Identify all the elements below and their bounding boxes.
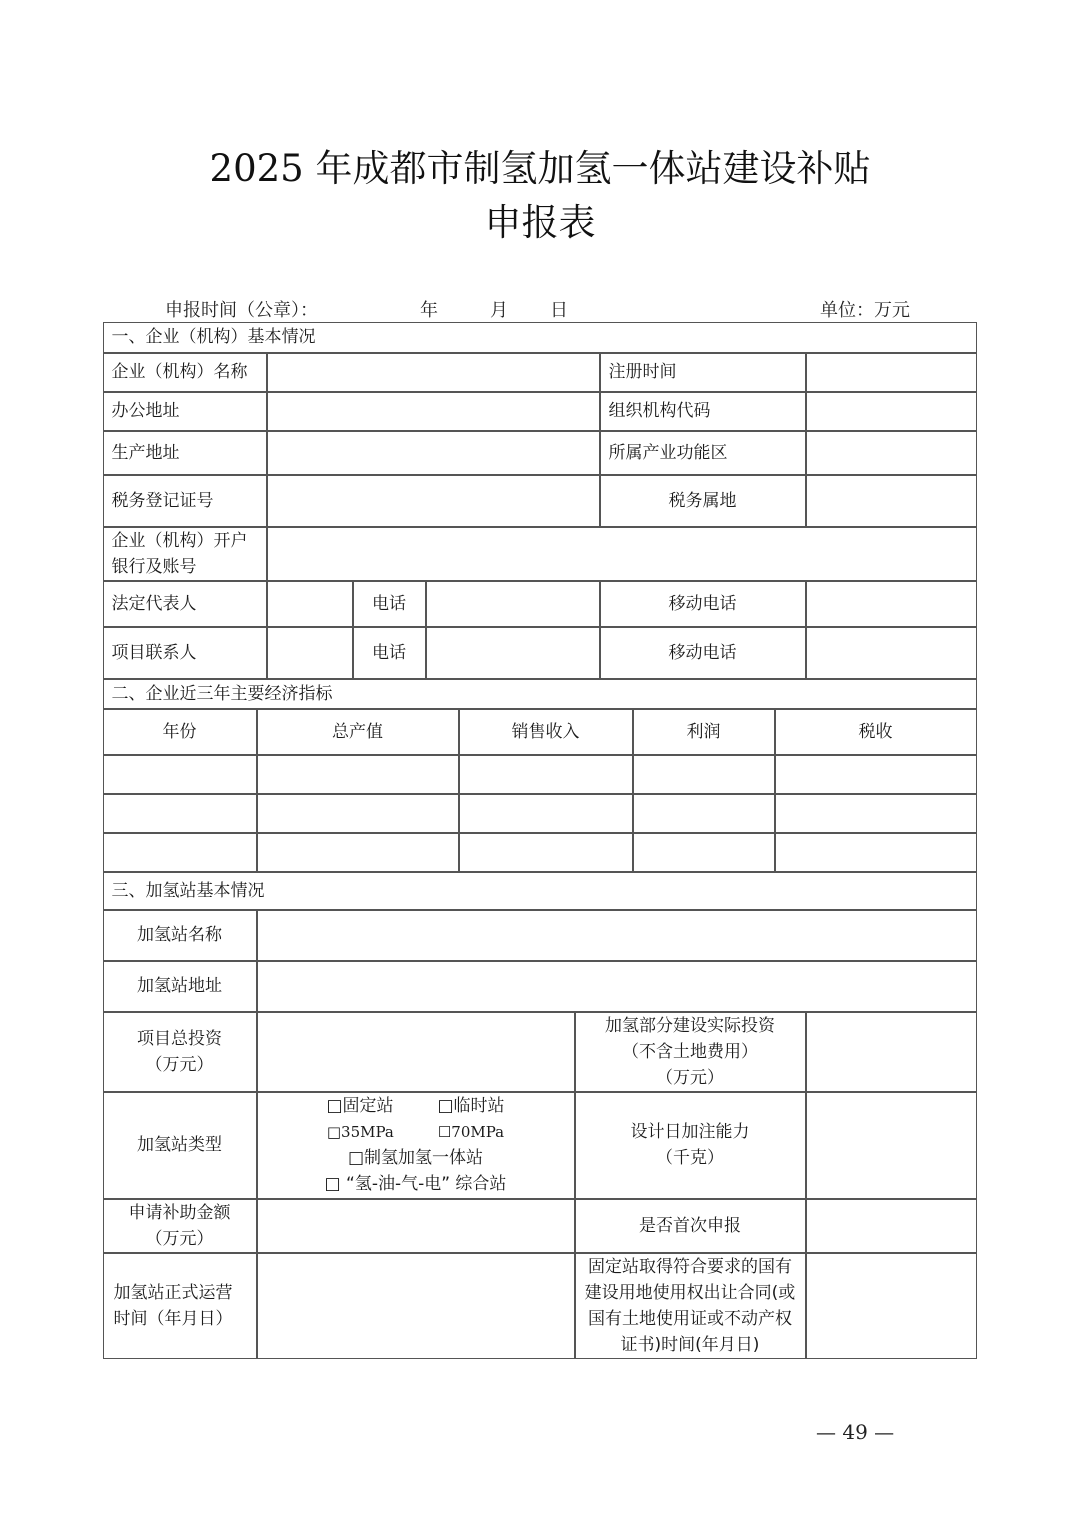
contact-mobile-label: 移动电话 (600, 627, 806, 679)
legal-rep-mobile-field[interactable] (806, 581, 977, 627)
tax-place-label: 税务属地 (600, 475, 806, 527)
tax-place-field[interactable] (806, 475, 977, 527)
bank-label: 企业（机构）开户银行及账号 (103, 527, 267, 581)
legal-rep-phone-label: 电话 (353, 581, 426, 627)
org-code-label: 组织机构代码 (600, 392, 806, 431)
option-35mpa[interactable]: □35MPa (326, 1123, 394, 1141)
capacity-label: 设计日加注能力 (630, 1122, 750, 1142)
section2-heading: 二、企业近三年主要经济指标 (103, 679, 977, 709)
zone-label: 所属产业功能区 (600, 431, 806, 475)
page-number: — 49 — (816, 1420, 895, 1444)
reg-time-field[interactable] (806, 353, 977, 392)
year-label: 年 (420, 300, 438, 321)
day-label: 日 (550, 300, 568, 321)
tax-no-field[interactable] (267, 475, 600, 527)
table-cell[interactable] (103, 833, 257, 872)
operate-time-field[interactable] (257, 1253, 575, 1359)
table-cell[interactable] (775, 794, 977, 833)
zone-field[interactable] (806, 431, 977, 475)
station-type-label: 加氢站类型 (103, 1092, 257, 1199)
capacity-field[interactable] (806, 1092, 977, 1199)
subsidy-label: 申请补助金额 (128, 1202, 231, 1223)
contact-phone-field[interactable] (426, 627, 600, 679)
prod-addr-label: 生产地址 (103, 431, 267, 475)
col-tax: 税收 (775, 709, 977, 755)
org-code-field[interactable] (806, 392, 977, 431)
capacity-label-cell (575, 1092, 806, 1199)
legal-rep-label: 法定代表人 (103, 581, 267, 627)
land-time-label: 固定站取得符合要求的国有建设用地使用权出让合同(或国有土地使用证或不动产权证书)时间(年月日) (575, 1253, 806, 1359)
station-addr-label: 加氢站地址 (103, 961, 257, 1012)
option-combined-station[interactable]: □ “氢-油-气-电” 综合站 (324, 1174, 507, 1194)
contact-phone-label: 电话 (353, 627, 426, 679)
land-time-field[interactable] (806, 1253, 977, 1359)
month-label: 月 (490, 300, 508, 321)
table-cell[interactable] (459, 755, 633, 794)
contact-mobile-field[interactable] (806, 627, 977, 679)
bank-field[interactable] (267, 527, 977, 581)
actual-invest-note: （不含土地费用） (622, 1041, 758, 1062)
table-cell[interactable] (257, 833, 459, 872)
legal-rep-field[interactable] (267, 581, 353, 627)
first-apply-field[interactable] (806, 1199, 977, 1253)
station-addr-field[interactable] (257, 961, 977, 1012)
table-cell[interactable] (459, 833, 633, 872)
option-integrated-station[interactable]: □制氢加氢一体站 (347, 1148, 484, 1168)
contact-label: 项目联系人 (103, 627, 267, 679)
station-name-label: 加氢站名称 (103, 910, 257, 961)
col-output: 总产值 (257, 709, 459, 755)
legal-rep-mobile-label: 移动电话 (600, 581, 806, 627)
office-addr-field[interactable] (267, 392, 600, 431)
section1-heading: 一、企业（机构）基本情况 (103, 322, 977, 353)
col-profit: 利润 (633, 709, 775, 755)
table-cell[interactable] (633, 833, 775, 872)
col-year: 年份 (103, 709, 257, 755)
tax-no-label: 税务登记证号 (103, 475, 267, 527)
org-name-label: 企业（机构）名称 (103, 353, 267, 392)
option-temp-station[interactable]: □临时站 (437, 1096, 505, 1116)
actual-invest-label: 加氢部分建设实际投资 (605, 1015, 775, 1036)
subsidy-label-cell (103, 1199, 257, 1253)
actual-invest-unit: （万元） (656, 1067, 724, 1088)
station-name-field[interactable] (257, 910, 977, 961)
table-cell[interactable] (459, 794, 633, 833)
table-cell[interactable] (775, 833, 977, 872)
table-cell[interactable] (633, 755, 775, 794)
org-name-field[interactable] (267, 353, 600, 392)
reg-time-label: 注册时间 (600, 353, 806, 392)
contact-field[interactable] (267, 627, 353, 679)
option-70mpa[interactable]: ☐70MPa (437, 1123, 505, 1141)
col-sales: 销售收入 (459, 709, 633, 755)
page-title: 2025 年成都市制氢加氢一体站建设补贴 (209, 147, 871, 190)
total-invest-unit: （万元） (145, 1054, 214, 1075)
unit-label: 单位：万元 (820, 300, 910, 321)
date-label: 申报时间（公章）： (165, 300, 318, 321)
prod-addr-field[interactable] (267, 431, 600, 475)
total-invest-field[interactable] (257, 1012, 575, 1092)
operate-time-label: 加氢站正式运营时间（年月日） (103, 1253, 257, 1359)
total-invest-label: 项目总投资 (137, 1028, 222, 1049)
table-cell[interactable] (103, 794, 257, 833)
table-cell[interactable] (633, 794, 775, 833)
page-subtitle: 申报表 (484, 201, 596, 244)
actual-invest-field[interactable] (806, 1012, 977, 1092)
option-fixed-station[interactable]: □固定站 (326, 1096, 394, 1116)
table-cell[interactable] (103, 755, 257, 794)
subsidy-unit: （万元） (145, 1228, 214, 1249)
actual-invest-label-cell (575, 1012, 806, 1092)
section3-heading: 三、加氢站基本情况 (103, 872, 977, 910)
total-invest-label-cell (103, 1012, 257, 1092)
legal-rep-phone-field[interactable] (426, 581, 600, 627)
table-cell[interactable] (257, 794, 459, 833)
application-form-table (103, 322, 977, 1359)
capacity-unit: （千克） (656, 1148, 724, 1168)
station-type-options (257, 1092, 575, 1199)
subsidy-field[interactable] (257, 1199, 575, 1253)
first-apply-label: 是否首次申报 (575, 1199, 806, 1253)
table-cell[interactable] (775, 755, 977, 794)
office-addr-label: 办公地址 (103, 392, 267, 431)
table-cell[interactable] (257, 755, 459, 794)
